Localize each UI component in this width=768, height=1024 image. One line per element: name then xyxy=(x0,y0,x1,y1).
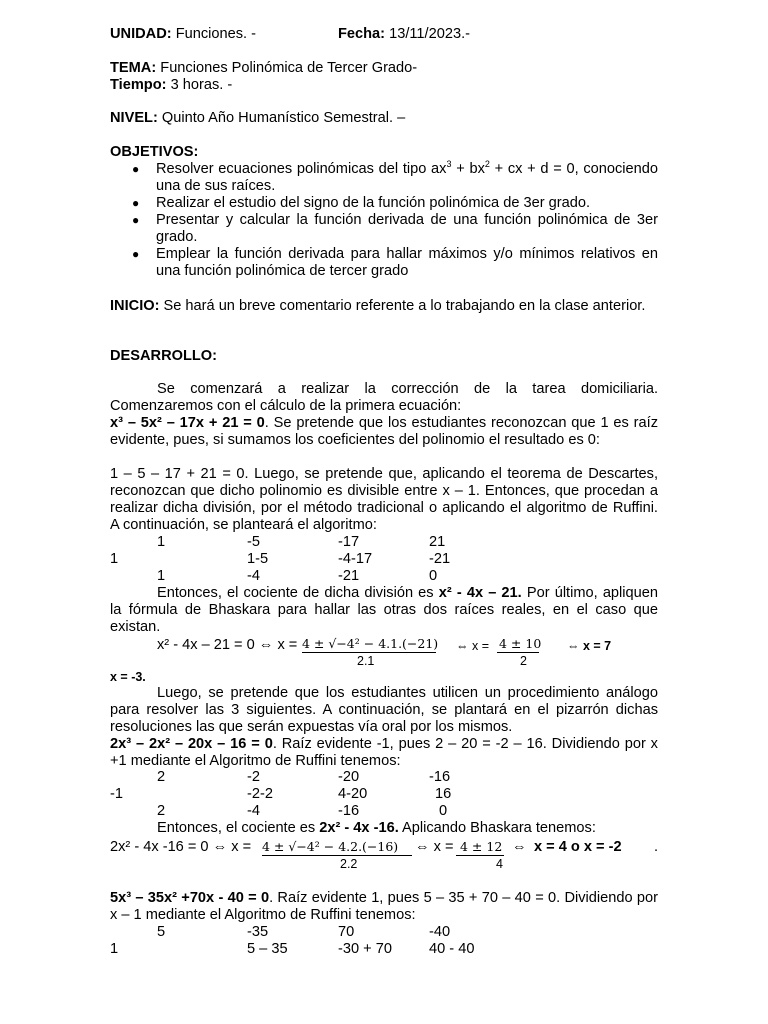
unidad-value: Funciones. - xyxy=(175,26,256,42)
desarrollo-paragraph-4: Luego, se pretende que los estudiantes utilicen un procedimiento análogo para resolver las 3 siguientes. A continuación, se plantará en el pizarrón dichas resoluciones las que serán expuestas vía oral por los mismos. xyxy=(110,685,658,735)
ruffini-2-row-1: 2 -2 -20 -16 xyxy=(157,769,451,785)
iff-symbol: ⇔ xyxy=(512,839,527,855)
tema-label: TEMA: xyxy=(110,60,157,76)
fraction-bar xyxy=(302,652,436,653)
desarrollo-paragraph-5: Entonces, el cociente es 2x² - 4x -16. Aplicando Bhaskara tenemos: xyxy=(157,820,596,836)
nivel-label: NIVEL: xyxy=(110,110,158,126)
desarrollo-title: DESARROLLO: xyxy=(110,348,218,364)
objetivo-item: ● Realizar el estudio del signo de la función polinómica de 3er grado. xyxy=(132,195,591,211)
fraction-bar xyxy=(456,855,504,856)
nivel-value: Quinto Año Humanístico Semestral. – xyxy=(161,110,406,126)
desarrollo-paragraph-1: Se comenzará a realizar la corrección de la tarea domiciliaria. Comenzaremos con el cálculo de la primera ecuación: xyxy=(110,381,658,414)
ruffini-2-row-3: 2 -4 -16 0 xyxy=(157,803,448,819)
unidad-line xyxy=(110,26,256,43)
ruffini-1-row-3: 1 -4 -21 0 xyxy=(157,568,438,584)
fecha-value: 13/11/2023.- xyxy=(389,26,470,42)
nivel-line xyxy=(110,110,405,127)
ruffini-3-row-2: 1 5 – 35 -30 + 70 40 - 40 xyxy=(110,941,475,957)
equation-3-paragraph: 5x³ – 35x² +70x - 40 = 0. Raíz evidente 1, pues 5 – 35 + 70 – 40 = 0. Dividiendo por x – 1 mediante el Algoritmo de Ruffini tenemos: xyxy=(110,890,659,923)
desarrollo-paragraph-2: 1 – 5 – 17 + 21 = 0. Luego, se pretende que, aplicando el teorema de Descartes, reconozcan que dicho polinomio es divisible entre x – 1. Entonces, que procedan a realizar dicha división, por el método tradicional o aplicando el algoritmo de Ruffini. A continuación, se planteará el algoritmo: xyxy=(110,466,658,533)
objetivos-list xyxy=(110,161,658,280)
fecha-line xyxy=(338,26,470,43)
fraction-bar xyxy=(497,652,539,653)
desarrollo-paragraph-3: Entonces, el cociente de dicha división es x² - 4x – 21. Por último, apliquen la fórmula de Bhaskara para hallar las otras dos raíces reales, en el caso que existan. xyxy=(110,585,658,635)
bullet-icon: ● xyxy=(132,196,140,210)
objetivo-item: ● Emplear la función derivada para hallar máximos y/o mínimos relativos en una función polinómica de tercer grado xyxy=(132,246,658,279)
bullet-icon: ● xyxy=(132,213,140,227)
fraction-bar xyxy=(262,855,412,856)
objetivo-item: ● Presentar y calcular la función derivada de una función polinómica de 3er grado. xyxy=(132,212,658,245)
tiempo-line xyxy=(110,77,232,94)
objetivos-title: OBJETIVOS: xyxy=(110,144,199,160)
equation-1: x³ – 5x² – 17x + 21 = 0 xyxy=(110,415,265,431)
bullet-icon: ● xyxy=(132,247,140,261)
ruffini-2-row-2: -1 -2-2 4-20 16 xyxy=(110,786,452,802)
equation-2-paragraph: 2x³ – 2x² – 20x – 16 = 0. Raíz evidente -1, pues 2 – 20 = -2 – 16. Dividiendo por x +1 mediante el Algoritmo de Ruffini tenemos: xyxy=(110,736,658,769)
tiempo-label: Tiempo: xyxy=(110,77,167,93)
ruffini-3-row-1: 5 -35 70 -40 xyxy=(157,924,451,940)
inicio-label: INICIO: xyxy=(110,298,160,314)
document-page: UNIDAD: Funciones. - Fecha: 13/11/2023.- TEMA: Funciones Polinómica de Tercer Grado- Tiempo: 3 horas. - NIVEL: Quinto Año Humanístico Semestral. – OBJETIVOS: ● Resolver ecuaciones polinómicas del tipo $ax^3 + bx^2$ + cx + d = 0, conociendo una de sus raíces. ● Realizar el estudio del signo de la función polinómica de 3er grado. ● Presentar y calcular la función derivada de una función polinómica de 3er grado. ● Emplear la función derivada para hallar máximos y/o mínimos relativos en una función polinómica de tercer grado INICIO: Se hará un breve comentario referente a lo trabajando en la clase anterior. DESARROLLO: Se comenzará a realizar la corrección de la tarea domiciliaria. Comenzaremos con el cálculo de la primera ecuación: x³ – 5x² – 17x + 21 = 0. Se pretende que los estudiantes reconozcan que 1 es raíz evidente, pues, si sumamos los coeficientes del polinomio el resultado es 0: 1 – 5 – 17 + 21 = 0. Luego, se pretende que, aplicando el teorema de Descartes, reconozcan que dicho polinomio es divisible entre x – 1. Entonces, que procedan a realizar dicha división, por el método tradicional o aplicando el algoritmo de Ruffini. A continuación, se planteará el algoritmo: 1 -5 -17 21 1 1-5 -4-17 -21 1 -4 -21 0 Entonces, el cociente de dicha división es x² - 4x – 21. Por último, apliquen la fórmula de Bhaskara para hallar las otras dos raíces reales, en el caso que existan. x² - 4x – 21 = 0 ⇔ x = 4 ± √−4² − 4.1.(−21) 2.1 ⇔ x = 4 ± 10 2 ⇔ x = 7 x = -3. Luego, se pretende que los estudiantes utilicen un procedimiento análogo para resolver las 3 siguientes. A continuación, se plantará en el pizarrón dichas resoluciones las que serán expuestas vía oral por los mismos. 2x³ – 2x² – 20x – 16 = 0. Raíz evidente -1, pues 2 – 20 = -2 – 16. Dividiendo por x +1 mediante el Algoritmo de Ruffini tenemos: 2 -2 -20 -16 -1 -2-2 4-20 16 2 -4 -16 0 Entonces, el cociente es 2x² - 4x -16. Aplicando Bhaskara tenemos: 2x² - 4x -16 = 0 ⇔ x = 4 ± √−4² − 4.2.(−16) 2.2 ⇔ x = 4 ± 12 4 ⇔ x = 4 o x = -2 . 5x³ – 35x² +70x - 40 = 0. Raíz evidente 1, pues 5 – 35 + 70 – 40 = 0. Dividiendo por x – 1 mediante el Algoritmo de Ruffini tenemos: 5 -35 70 -40 1 5 – 35 -30 + 70 40 - 40 xyxy=(110,26,659,957)
inicio-paragraph: INICIO: Se hará un breve comentario referente a lo trabajando en la clase anterior. xyxy=(110,298,646,314)
tiempo-value: 3 horas. - xyxy=(170,77,233,93)
equation-3: 5x³ – 35x² +70x - 40 = 0 xyxy=(110,890,270,906)
equation-2: 2x³ – 2x² – 20x – 16 = 0 xyxy=(110,736,273,752)
tema-value: Funciones Polinómica de Tercer Grado- xyxy=(160,60,418,76)
equation-1-paragraph: x³ – 5x² – 17x + 21 = 0. Se pretende que los estudiantes reconozcan que 1 es raíz evidente, pues, si sumamos los coeficientes del polinomio el resultado es 0: xyxy=(110,415,659,448)
ruffini-1-row-1: 1 -5 -17 21 xyxy=(157,534,446,550)
bullet-icon: ● xyxy=(132,162,140,176)
unidad-label: UNIDAD: xyxy=(110,26,172,42)
tema-line xyxy=(110,60,417,77)
ruffini-1-row-2: 1 1-5 -4-17 -21 xyxy=(110,551,451,567)
objetivo-item: ● Resolver ecuaciones polinómicas del tipo $ax^3 + bx^2$ + cx + d = 0, conociendo una de sus raíces. xyxy=(132,159,659,194)
fecha-label: Fecha: xyxy=(338,26,386,42)
